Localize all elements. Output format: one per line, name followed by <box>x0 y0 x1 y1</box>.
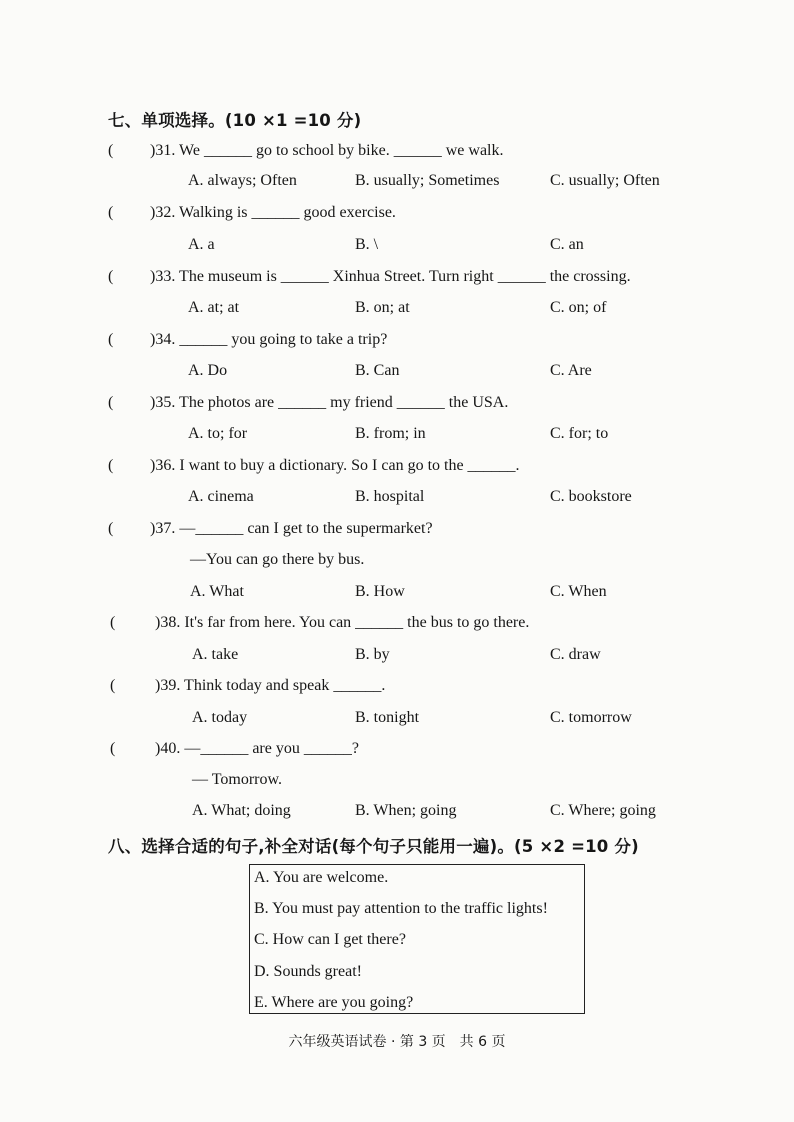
dialogue-reply: — Tomorrow. <box>192 771 282 788</box>
option-b: B. hospital <box>355 488 425 505</box>
answer-paren: ( <box>108 457 114 474</box>
option-a: A. take <box>192 646 239 663</box>
box-item-d: D. Sounds great! <box>254 963 362 980</box>
answer-paren: ( <box>108 520 114 537</box>
option-a: A. What; doing <box>192 802 291 819</box>
section-8-title: 八、选择合适的句子,补全对话(每个句子只能用一遍)。(5 ×2 =10 分) <box>108 837 639 856</box>
question-text: )39. Think today and speak ______. <box>155 677 386 694</box>
question-text: )31. We ______ go to school by bike. ______ we walk. <box>150 142 504 159</box>
option-c: C. on; of <box>550 299 607 316</box>
box-item-e: E. Where are you going? <box>254 994 414 1011</box>
option-a: A. today <box>192 709 248 726</box>
option-b: B. on; at <box>355 299 410 316</box>
answer-paren: ( <box>108 204 114 221</box>
box-item-c: C. How can I get there? <box>254 931 406 948</box>
option-c: C. draw <box>550 646 601 663</box>
question-text: )40. —______ are you ______? <box>155 740 359 757</box>
option-b: B. \ <box>355 236 379 253</box>
option-a: A. always; Often <box>188 172 297 189</box>
section-7-title: 七、单项选择。(10 ×1 =10 分) <box>108 111 362 130</box>
option-a: A. cinema <box>188 488 254 505</box>
answer-paren: ( <box>108 142 114 159</box>
option-b: B. tonight <box>355 709 420 726</box>
question-text: )35. The photos are ______ my friend ______ the USA. <box>150 394 509 411</box>
option-c: C. Are <box>550 362 592 379</box>
option-b: B. Can <box>355 362 400 379</box>
option-c: C. bookstore <box>550 488 632 505</box>
box-item-b: B. You must pay attention to the traffic lights! <box>254 900 548 917</box>
option-a: A. Do <box>188 362 228 379</box>
option-a: A. at; at <box>188 299 240 316</box>
option-a: A. a <box>188 236 215 253</box>
answer-paren: ( <box>110 614 116 631</box>
option-c: C. Where; going <box>550 802 656 819</box>
dialogue-reply: —You can go there by bus. <box>190 551 365 568</box>
page-footer: 六年级英语试卷 · 第 3 页 共 6 页 <box>288 1034 506 1050</box>
option-c: C. usually; Often <box>550 172 660 189</box>
question-text: )32. Walking is ______ good exercise. <box>150 204 396 221</box>
option-b: B. from; in <box>355 425 426 442</box>
answer-paren: ( <box>110 740 116 757</box>
question-text: )38. It's far from here. You can ______ the bus to go there. <box>155 614 530 631</box>
question-text: )37. —______ can I get to the supermarket? <box>150 520 433 537</box>
box-item-a: A. You are welcome. <box>254 869 389 886</box>
question-text: )36. I want to buy a dictionary. So I can go to the ______. <box>150 457 520 474</box>
option-a: A. to; for <box>188 425 248 442</box>
option-b: B. usually; Sometimes <box>355 172 500 189</box>
option-c: C. an <box>550 236 584 253</box>
option-a: A. What <box>190 583 244 600</box>
answer-paren: ( <box>108 394 114 411</box>
answer-paren: ( <box>108 331 114 348</box>
answer-paren: ( <box>108 268 114 285</box>
option-b: B. by <box>355 646 390 663</box>
sentence-options-box <box>249 864 585 1014</box>
question-text: )33. The museum is ______ Xinhua Street. Turn right ______ the crossing. <box>150 268 631 285</box>
option-c: C. tomorrow <box>550 709 632 726</box>
question-text: )34. ______ you going to take a trip? <box>150 331 388 348</box>
option-c: C. When <box>550 583 607 600</box>
option-b: B. How <box>355 583 405 600</box>
option-c: C. for; to <box>550 425 609 442</box>
answer-paren: ( <box>110 677 116 694</box>
option-b: B. When; going <box>355 802 457 819</box>
